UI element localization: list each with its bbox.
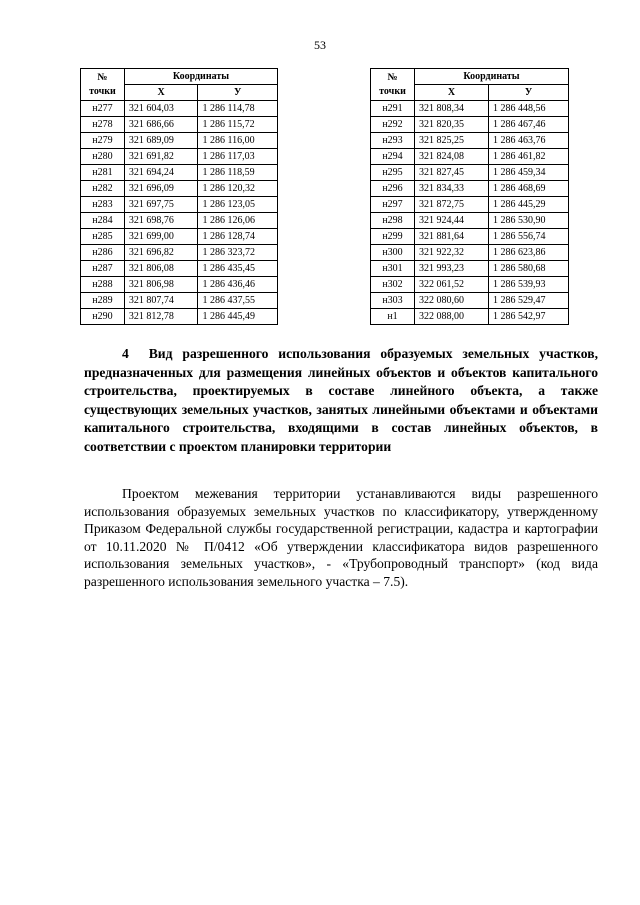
x-coordinate-cell: 321 872,75 [415,197,489,213]
point-number-cell: н288 [81,277,125,293]
point-number-cell: н279 [81,133,125,149]
y-coordinate-cell: 1 286 539,93 [489,277,569,293]
y-coordinate-cell: 1 286 463,76 [489,133,569,149]
table-row [371,181,569,197]
x-coordinate-cell: 321 922,32 [415,245,489,261]
coordinates-table-left [80,68,278,325]
table-row [371,101,569,117]
table-row [81,117,278,133]
x-coordinate-cell: 321 812,78 [124,309,198,325]
x-coordinate-cell: 321 696,09 [124,181,198,197]
coordinates-table-right [370,68,569,325]
y-coordinate-cell: 1 286 542,97 [489,309,569,325]
y-coordinate-cell: 1 286 116,00 [198,133,278,149]
table-row [371,197,569,213]
table-row [371,309,569,325]
y-coordinate-cell: 1 286 448,56 [489,101,569,117]
point-number-cell: н294 [371,149,415,165]
x-coordinate-cell: 321 696,82 [124,245,198,261]
x-coordinate-cell: 321 604,03 [124,101,198,117]
y-coordinate-cell: 1 286 435,45 [198,261,278,277]
table-row [81,277,278,293]
y-coordinate-cell: 1 286 120,32 [198,181,278,197]
point-number-cell: н296 [371,181,415,197]
x-coordinate-cell: 321 698,76 [124,213,198,229]
point-number-cell: н300 [371,245,415,261]
point-number-cell: н293 [371,133,415,149]
table-row [371,165,569,181]
x-coordinate-cell: 322 080,60 [415,293,489,309]
x-coordinate-cell: 321 807,74 [124,293,198,309]
x-coordinate-cell: 321 993,23 [415,261,489,277]
x-coordinate-cell: 321 825,25 [415,133,489,149]
point-number-header: № точки [371,69,415,101]
x-coordinate-cell: 321 691,82 [124,149,198,165]
x-coordinate-cell: 321 699,00 [124,229,198,245]
x-coordinate-cell: 321 881,64 [415,229,489,245]
y-coordinate-cell: 1 286 115,72 [198,117,278,133]
table-row [81,101,278,117]
y-coordinate-cell: 1 286 580,68 [489,261,569,277]
x-coordinate-cell: 321 834,33 [415,181,489,197]
table-row [371,149,569,165]
point-number-cell: н299 [371,229,415,245]
x-header: Х [124,85,198,101]
point-number-cell: н290 [81,309,125,325]
coordinates-header: Координаты [415,69,569,85]
point-number-cell: н298 [371,213,415,229]
table-row [371,293,569,309]
section-number: 4 [122,346,129,361]
page-number: 53 [314,38,326,52]
table-row [81,309,278,325]
point-number-cell: н284 [81,213,125,229]
point-number-cell: н297 [371,197,415,213]
point-number-cell: н278 [81,117,125,133]
point-number-cell: н301 [371,261,415,277]
y-coordinate-cell: 1 286 436,46 [198,277,278,293]
point-number-cell: н283 [81,197,125,213]
table-row [371,133,569,149]
y-coordinate-cell: 1 286 126,06 [198,213,278,229]
x-coordinate-cell: 322 061,52 [415,277,489,293]
y-coordinate-cell: 1 286 117,03 [198,149,278,165]
y-header: У [489,85,569,101]
point-number-cell: н295 [371,165,415,181]
y-coordinate-cell: 1 286 467,46 [489,117,569,133]
point-number-header: № точки [81,69,125,101]
y-coordinate-cell: 1 286 445,29 [489,197,569,213]
point-number-cell: н292 [371,117,415,133]
y-coordinate-cell: 1 286 128,74 [198,229,278,245]
point-number-cell: н289 [81,293,125,309]
table-row [371,277,569,293]
point-number-cell: н291 [371,101,415,117]
x-coordinate-cell: 321 689,09 [124,133,198,149]
table-row [81,197,278,213]
y-coordinate-cell: 1 286 323,72 [198,245,278,261]
table-row [81,133,278,149]
point-number-cell: н282 [81,181,125,197]
y-coordinate-cell: 1 286 556,74 [489,229,569,245]
y-coordinate-cell: 1 286 118,59 [198,165,278,181]
y-coordinate-cell: 1 286 445,49 [198,309,278,325]
section-title: Вид разрешенного использования образуемых земельных участков, предназначенных для размещения линейных объектов и объектов капитального строительства, проектируемых в составе линейного объекта, а также существующих земельных участков, занятых линейными объектами и объектами капитального строительства, входящими в состав линейных объектов, в соответствии с проектом планировки территории [84,346,598,454]
point-number-cell: н281 [81,165,125,181]
table-row [81,229,278,245]
y-header: У [198,85,278,101]
table-row [81,245,278,261]
table-row [371,229,569,245]
table-row [371,261,569,277]
y-coordinate-cell: 1 286 114,78 [198,101,278,117]
y-coordinate-cell: 1 286 529,47 [489,293,569,309]
table-row [371,117,569,133]
table-row [81,293,278,309]
y-coordinate-cell: 1 286 437,55 [198,293,278,309]
coordinates-header: Координаты [124,69,277,85]
table-row [81,165,278,181]
section-body: Проектом межевания территории устанавливаются виды разрешенного использования образуемых земельных участков по классификатору, утвержденному Приказом Федеральной службы государственной регистрации, кадастра и картографии от 10.11.2020 № П/0412 «Об утверждении классификатора видов разрешенного использования земельных участков», - «Трубопроводный транспорт» (код вида разрешенного использования земельного участка – 7.5). [84,486,598,589]
point-number-cell: н280 [81,149,125,165]
y-coordinate-cell: 1 286 468,69 [489,181,569,197]
x-coordinate-cell: 321 820,35 [415,117,489,133]
x-coordinate-cell: 321 827,45 [415,165,489,181]
point-number-cell: н277 [81,101,125,117]
y-coordinate-cell: 1 286 461,82 [489,149,569,165]
x-coordinate-cell: 321 694,24 [124,165,198,181]
point-number-cell: н303 [371,293,415,309]
point-number-cell: н1 [371,309,415,325]
section-heading [84,345,598,457]
x-coordinate-cell: 321 806,08 [124,261,198,277]
table-row [81,261,278,277]
x-coordinate-cell: 321 686,66 [124,117,198,133]
x-coordinate-cell: 322 088,00 [415,309,489,325]
x-coordinate-cell: 321 806,98 [124,277,198,293]
y-coordinate-cell: 1 286 530,90 [489,213,569,229]
x-header: Х [415,85,489,101]
y-coordinate-cell: 1 286 123,05 [198,197,278,213]
x-coordinate-cell: 321 808,34 [415,101,489,117]
point-number-cell: н285 [81,229,125,245]
point-number-cell: н287 [81,261,125,277]
y-coordinate-cell: 1 286 623,86 [489,245,569,261]
table-row [371,245,569,261]
table-row [371,213,569,229]
table-row [81,181,278,197]
x-coordinate-cell: 321 924,44 [415,213,489,229]
y-coordinate-cell: 1 286 459,34 [489,165,569,181]
point-number-cell: н302 [371,277,415,293]
table-row [81,213,278,229]
x-coordinate-cell: 321 697,75 [124,197,198,213]
table-row [81,149,278,165]
x-coordinate-cell: 321 824,08 [415,149,489,165]
point-number-cell: н286 [81,245,125,261]
